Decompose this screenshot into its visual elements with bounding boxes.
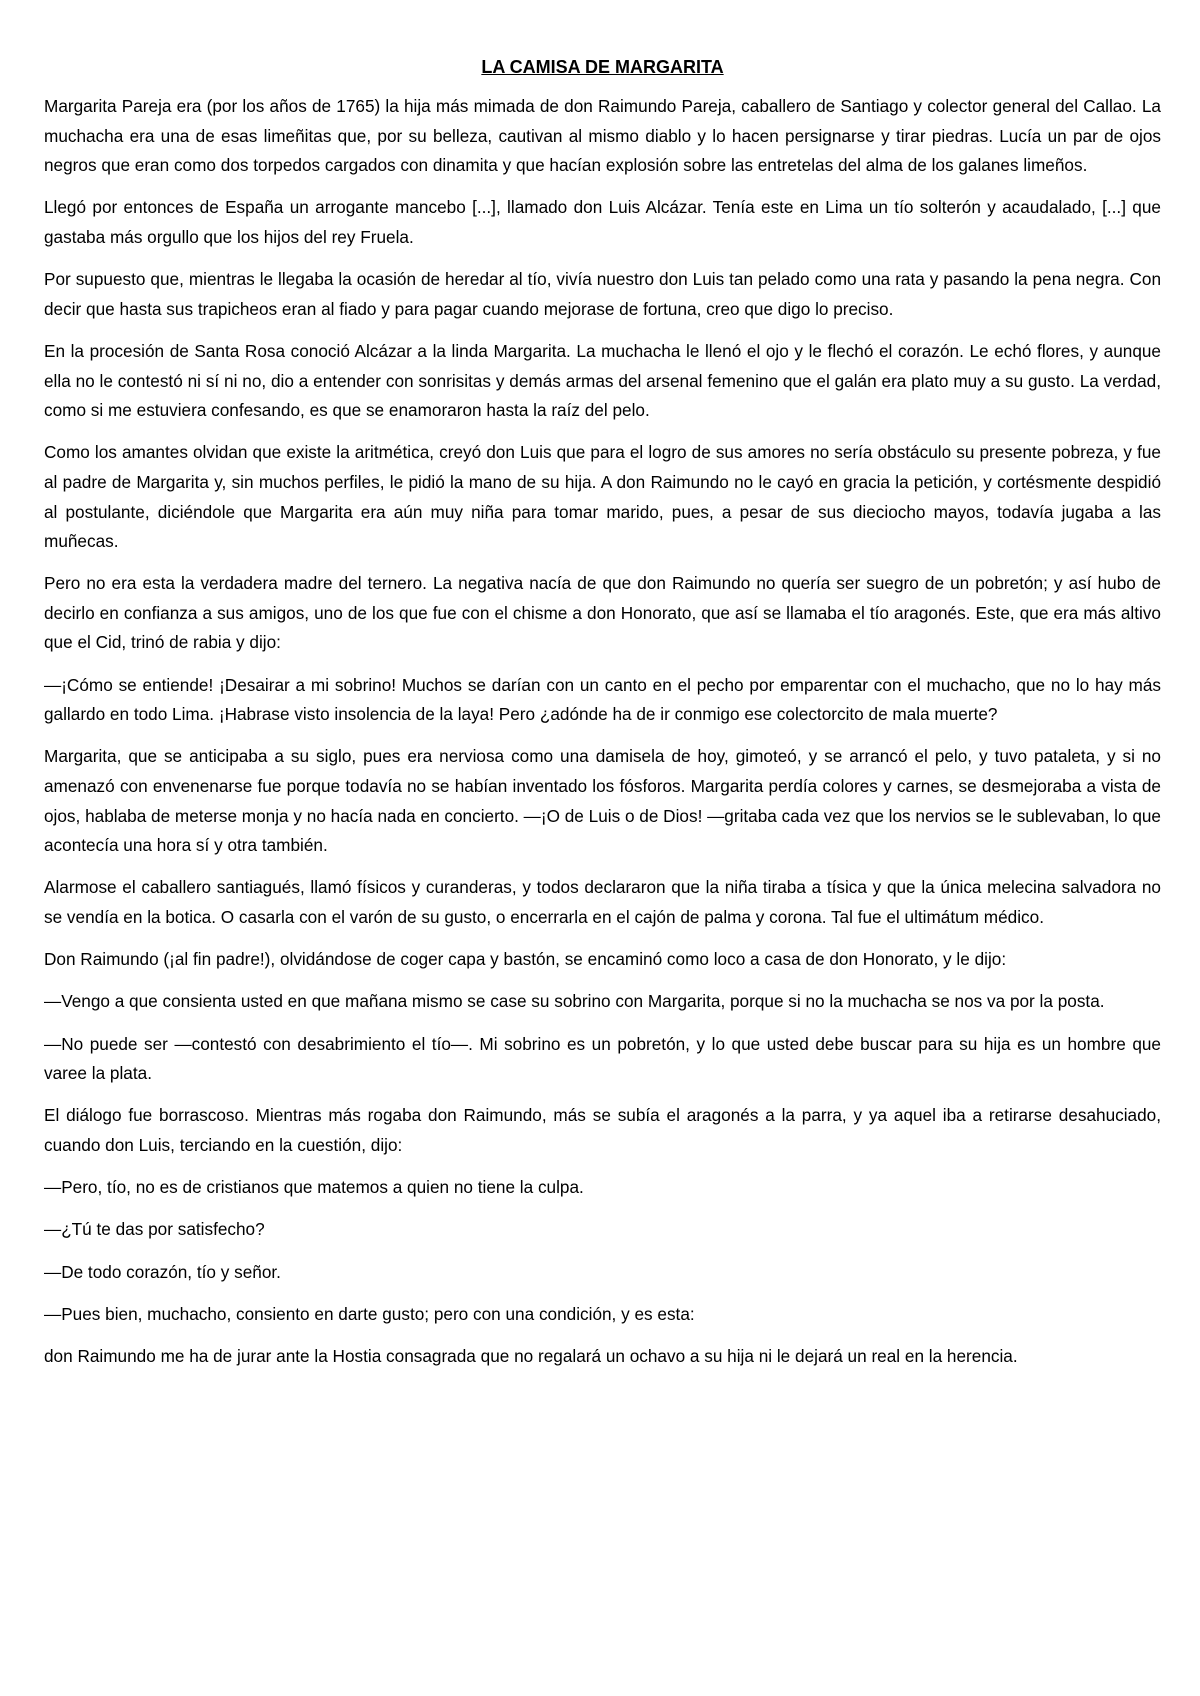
paragraph-6: Pero no era esta la verdadera madre del ternero. La negativa nacía de que don Raimundo no quería ser suegro de un pobretón; y así hubo de decirlo en confianza a sus amigos, uno de los que fue con el chisme a don Honorato, que así se llamaba el tío aragonés. Este, que era más altivo que el Cid, trinó de rabia y dijo: bbox=[44, 573, 1161, 653]
paragraph-11: —Vengo a que consienta usted en que mañana mismo se case su sobrino con Margarita, porque si no la muchacha se nos va por la posta. bbox=[44, 991, 1105, 1012]
document-body bbox=[44, 92, 1161, 1371]
paragraph-3: Por supuesto que, mientras le llegaba la ocasión de heredar al tío, vivía nuestro don Luis tan pelado como una rata y pasando la pena negra. Con decir que hasta sus trapicheos eran al fiado y para pagar cuando mejorase de fortuna, creo que digo lo preciso. bbox=[44, 269, 1161, 319]
paragraph-18: don Raimundo me ha de jurar ante la Hostia consagrada que no regalará un ochavo a su hija ni le dejará un real en la herencia. bbox=[44, 1345, 1018, 1366]
paragraph-13: El diálogo fue borrascoso. Mientras más rogaba don Raimundo, más se subía el aragonés a la parra, y ya aquel iba a retirarse desahuciado, cuando don Luis, terciando en la cuestión, dijo: bbox=[44, 1105, 1161, 1155]
paragraph-8: Margarita, que se anticipaba a su siglo, pues era nerviosa como una damisela de hoy, gimoteó, y se arrancó el pelo, y tuvo pataleta, y si no amenazó con envenenarse fue porque todavía no se habían inventado los fósforos. Margarita perdía colores y carnes, se desmejoraba a vista de ojos, hablaba de meterse monja y no hacía nada en concierto. —¡O de Luis o de Dios! —gritaba cada vez que los nervios se le sublevaban, lo que acontecía una hora sí y otra también. bbox=[44, 746, 1161, 856]
paragraph-12: —No puede ser —contestó con desabrimiento el tío—. Mi sobrino es un pobretón, y lo que usted debe buscar para su hija es un hombre que varee la plata. bbox=[44, 1033, 1161, 1084]
paragraph-2: Llegó por entonces de España un arrogante mancebo [...], llamado don Luis Alcázar. Tenía este en Lima un tío solterón y acaudalado, [...] que gastaba más orgullo que los hijos del rey Fruela. bbox=[44, 197, 1161, 247]
paragraph-7: —¡Cómo se entiende! ¡Desairar a mi sobrino! Muchos se darían con un canto en el pecho por emparentar con el muchacho, que no lo hay más gallardo en todo Lima. ¡Habrase visto insolencia de la laya! Pero ¿adónde ha de ir conmigo ese colectorcito de mala muerte? bbox=[44, 674, 1161, 725]
document-title: LA CAMISA DE MARGARITA bbox=[481, 57, 724, 77]
paragraph-15: —¿Tú te das por satisfecho? bbox=[44, 1219, 265, 1240]
paragraph-10: Don Raimundo (¡al fin padre!), olvidándose de coger capa y bastón, se encaminó como loco a casa de don Honorato, y le dijo: bbox=[44, 949, 1007, 970]
paragraph-16: —De todo corazón, tío y señor. bbox=[44, 1261, 281, 1282]
paragraph-5: Como los amantes olvidan que existe la aritmética, creyó don Luis que para el logro de sus amores no sería obstáculo su presente pobreza, y fue al padre de Margarita y, sin muchos perfiles, le pidió la mano de su hija. A don Raimundo no le cayó en gracia la petición, y cortésmente despidió al postulante, diciéndole que Margarita era aún muy niña para tomar marido, pues, a pesar de sus dieciocho mayos, todavía jugaba a las muñecas. bbox=[44, 442, 1161, 552]
paragraph-17: —Pues bien, muchacho, consiento en darte gusto; pero con una condición, y es esta: bbox=[44, 1303, 695, 1324]
paragraph-14: —Pero, tío, no es de cristianos que matemos a quien no tiene la culpa. bbox=[44, 1177, 584, 1198]
paragraph-1: Margarita Pareja era (por los años de 1765) la hija más mimada de don Raimundo Pareja, caballero de Santiago y colector general del Callao. La muchacha era una de esas limeñitas que, por su belleza, cautivan al mismo diablo y lo hacen persignarse y tirar piedras. Lucía un par de ojos negros que eran como dos torpedos cargados con dinamita y que hacían explosión sobre las entretelas del alma de los galanes limeños. bbox=[44, 96, 1161, 176]
paragraph-4: En la procesión de Santa Rosa conoció Alcázar a la linda Margarita. La muchacha le llenó el ojo y le flechó el corazón. Le echó flores, y aunque ella no le contestó ni sí ni no, dio a entender con sonrisitas y demás armas del arsenal femenino que el galán era plato muy a su gusto. La verdad, como si me estuviera confesando, es que se enamoraron hasta la raíz del pelo. bbox=[44, 340, 1161, 421]
paragraph-9: Alarmose el caballero santiagués, llamó físicos y curanderas, y todos declararon que la niña tiraba a tísica y que la única melecina salvadora no se vendía en la botica. O casarla con el varón de su gusto, o encerrarla en el cajón de palma y corona. Tal fue el ultimátum médico. bbox=[44, 877, 1161, 927]
